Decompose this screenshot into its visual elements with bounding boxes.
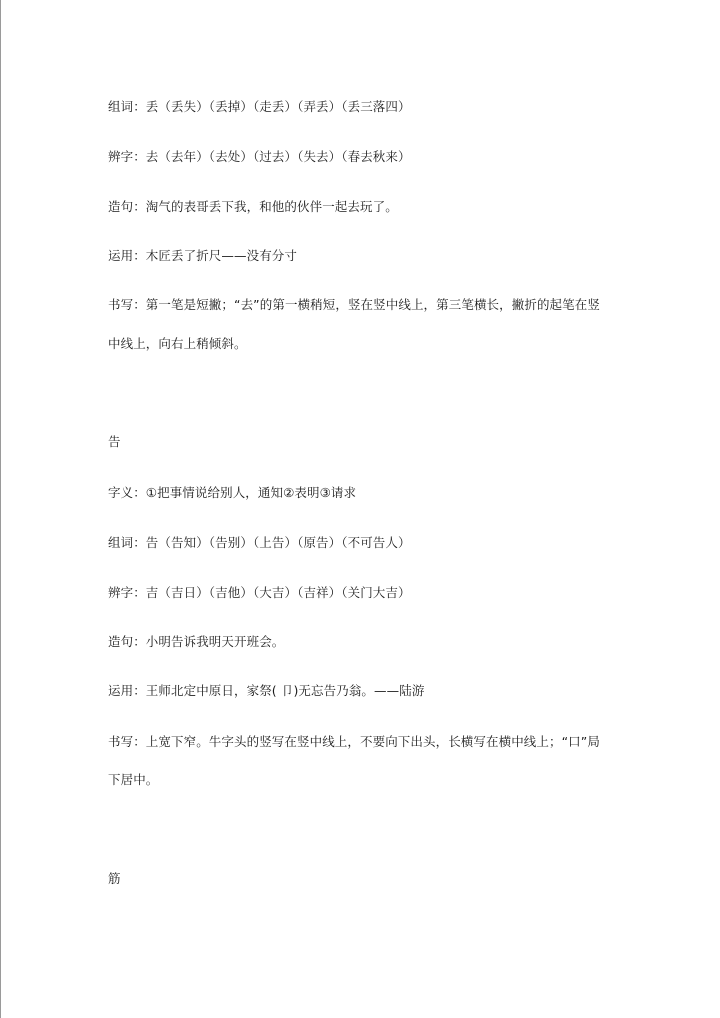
diu-writing-line2: 中线上，向右上稍倾斜。 xyxy=(108,336,247,351)
diu-usage: 运用：木匠丢了折尺——没有分寸 xyxy=(108,248,298,263)
diu-writing-line1: 书写：第一笔是短撇；“去”的第一横稍短，竖在竖中线上，第三笔横长，撇折的起笔在竖 xyxy=(108,297,600,312)
gao-writing-line2: 下居中。 xyxy=(108,772,159,787)
diu-sentence: 造句：淘气的表哥丢下我，和他的伙伴一起去玩了。 xyxy=(108,199,398,214)
jin-heading: 筋 xyxy=(108,871,121,886)
gao-usage: 运用：王师北定中原日，家祭( 卩)无忘告乃翁。——陆游 xyxy=(108,683,425,698)
gao-sentence: 造句：小明告诉我明天开班会。 xyxy=(108,634,285,649)
diu-char-distinction: 辨字：去（去年）（去处）（过去）（失去）（春去秋来） xyxy=(108,149,411,164)
gao-word-group: 组词：告（告知）（告别）（上告）（原告）（不可告人） xyxy=(108,535,411,550)
gao-writing-line1: 书写：上宽下窄。牛字头的竖写在竖中线上，不要向下出头，长横写在横中线上；“口”局 xyxy=(108,734,600,749)
gao-meaning: 字义：①把事情说给别人，通知②表明③请求 xyxy=(108,485,357,500)
diu-word-group: 组词：丢（丢失）（丢掉）（走丢）（弄丢）（丢三落四） xyxy=(108,99,411,114)
gao-char-distinction: 辨字：吉（吉日）（吉他）（大吉）（吉祥）（关门大吉） xyxy=(108,585,411,600)
gao-heading: 告 xyxy=(108,434,121,449)
page-left-border xyxy=(0,0,1,1018)
